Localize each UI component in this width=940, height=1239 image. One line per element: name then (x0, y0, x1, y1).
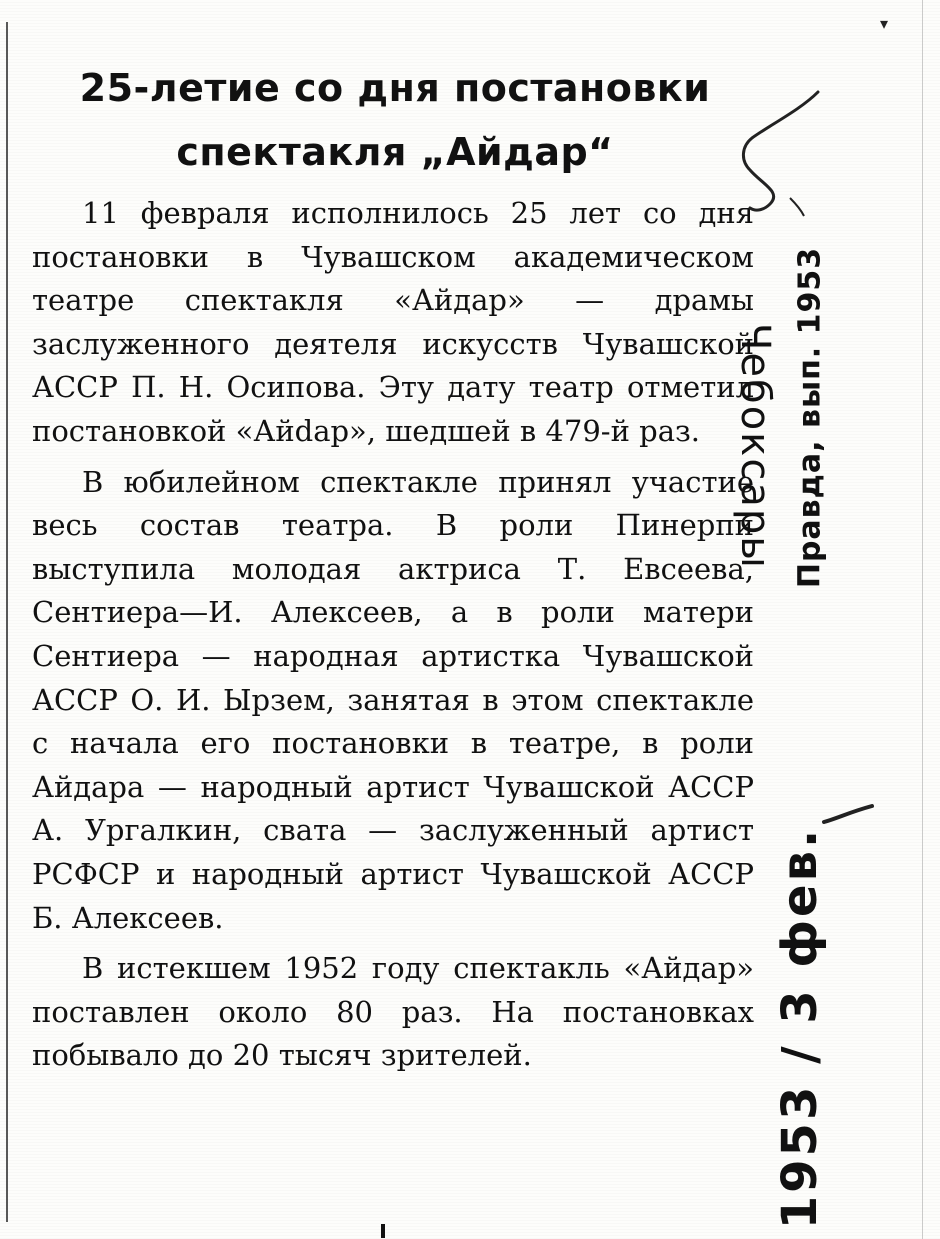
corner-arrow-icon: ▾ (880, 14, 889, 33)
right-edge-rule (922, 0, 923, 1239)
archive-source-stamp: Правда, вып. 1953 (792, 246, 828, 589)
bottom-edge-mark (381, 1224, 385, 1238)
handwritten-city-note: Чебоксары (732, 323, 778, 570)
headline-line-1: 25-летие со дня постановки (79, 66, 711, 110)
article-paragraph-2: В юбилейном спектакле принял участие весь состав театра. В роли Пинерпи выступила молодая актриса Т. Евсеева, Сентиера—И. Алексеев, а в роли матери Сентиера — народная артистка Чувашской АССР О. И. Ырзем, занятая в этом спектакле с начала его постановки в театре, в роли Айдара — народный артист Чувашской АССР А. Ургалкин, свата — заслуженный артист РСФСР и народный артист Чувашской АССР Б. Алексеев. (32, 464, 754, 935)
headline-line-2: спектакля „Айдар“ (176, 130, 614, 174)
left-edge-rule (6, 22, 8, 1222)
article-paragraph-3: В истекшем 1952 году спектакль «Айдар» поставлен около 80 раз. На постановках побывало до 20 тысяч зрителей. (32, 951, 754, 1073)
archive-date-stamp: 1953 / 3 фев. (772, 826, 828, 1230)
article-body (32, 192, 754, 1085)
article-paragraph-1: 11 февраля исполнилось 25 лет со дня постановки в Чувашском академическом театре спектакля «Айдар» — драмы заслуженного деятеля искусств Чувашской АССР П. Н. Осипова. Эту дату театр отметил постановкой «Айdар», шедшей в 479-й раз. (32, 196, 754, 448)
article-headline (40, 56, 750, 184)
pen-tick-mark-icon (820, 800, 880, 830)
